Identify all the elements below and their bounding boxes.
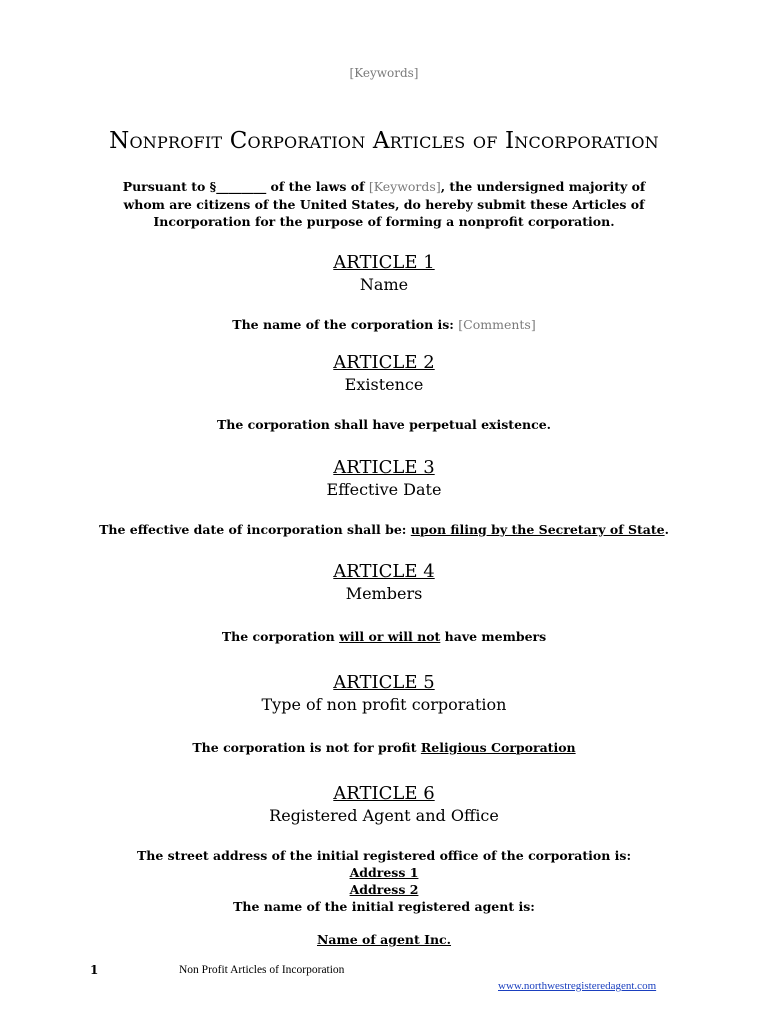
article-4-body bbox=[0, 628, 768, 645]
article-3-subtitle: Effective Date bbox=[326, 480, 442, 499]
footer-page-number: 1 bbox=[90, 963, 99, 977]
article-2-subtitle: Existence bbox=[344, 375, 424, 394]
intro-text-1: Pursuant to §________ of the laws of bbox=[122, 179, 369, 194]
article-1-body-text: The name of the corporation is: bbox=[232, 317, 459, 332]
article-4-heading: ARTICLE 4 bbox=[333, 561, 435, 582]
article-5-heading: ARTICLE 5 bbox=[333, 672, 435, 693]
article-5-body bbox=[0, 739, 768, 756]
article-3-heading: ARTICLE 3 bbox=[333, 457, 435, 478]
article-2-heading: ARTICLE 2 bbox=[333, 352, 435, 373]
article-3-body-text: The effective date of incorporation shall be: bbox=[99, 522, 411, 537]
intro-paragraph bbox=[100, 178, 668, 231]
article-6-address-1: Address 1 bbox=[349, 865, 419, 880]
article-6-body-line-1: The street address of the initial registered office of the corporation is: bbox=[136, 848, 632, 863]
article-6-body-line-2: The name of the initial registered agent is: bbox=[233, 899, 535, 914]
intro-placeholder: [Keywords] bbox=[368, 179, 441, 194]
article-2-body: The corporation shall have perpetual existence. bbox=[216, 417, 552, 432]
footer-title: Non Profit Articles of Incorporation bbox=[179, 964, 345, 976]
article-1-body bbox=[0, 316, 768, 333]
article-1-subtitle: Name bbox=[359, 275, 409, 294]
footer-website-link[interactable]: www.northwestregisteredagent.com bbox=[498, 980, 657, 992]
article-4-body-suffix: have members bbox=[440, 629, 547, 644]
document-title: Nonprofit Corporation Articles of Incorporation bbox=[109, 128, 659, 154]
article-5-corporation-type: Religious Corporation bbox=[420, 740, 576, 755]
article-3-body bbox=[0, 521, 768, 538]
article-6-agent-name: Name of agent Inc. bbox=[316, 932, 452, 947]
article-1-heading: ARTICLE 1 bbox=[333, 252, 435, 273]
intro-text-2: , the undersigned majority of whom are citizens of the United States, do hereby submit these Articles of Incorporation for the purpose of forming a nonprofit corporation. bbox=[123, 179, 646, 229]
article-4-members-option: will or will not bbox=[339, 629, 441, 644]
article-3-effective-date: upon filing by the Secretary of State bbox=[410, 522, 665, 537]
article-1-placeholder: [Comments] bbox=[458, 317, 536, 332]
article-4-body-text: The corporation bbox=[221, 629, 340, 644]
article-4-subtitle: Members bbox=[345, 584, 423, 603]
article-6-address-2: Address 2 bbox=[349, 882, 419, 897]
keywords-header: [Keywords] bbox=[349, 66, 419, 80]
article-3-body-suffix: . bbox=[664, 522, 669, 537]
article-5-body-text: The corporation is not for profit bbox=[192, 740, 421, 755]
article-5-subtitle: Type of non profit corporation bbox=[261, 695, 507, 714]
article-6-subtitle: Registered Agent and Office bbox=[269, 806, 499, 825]
article-6-heading: ARTICLE 6 bbox=[333, 783, 435, 804]
